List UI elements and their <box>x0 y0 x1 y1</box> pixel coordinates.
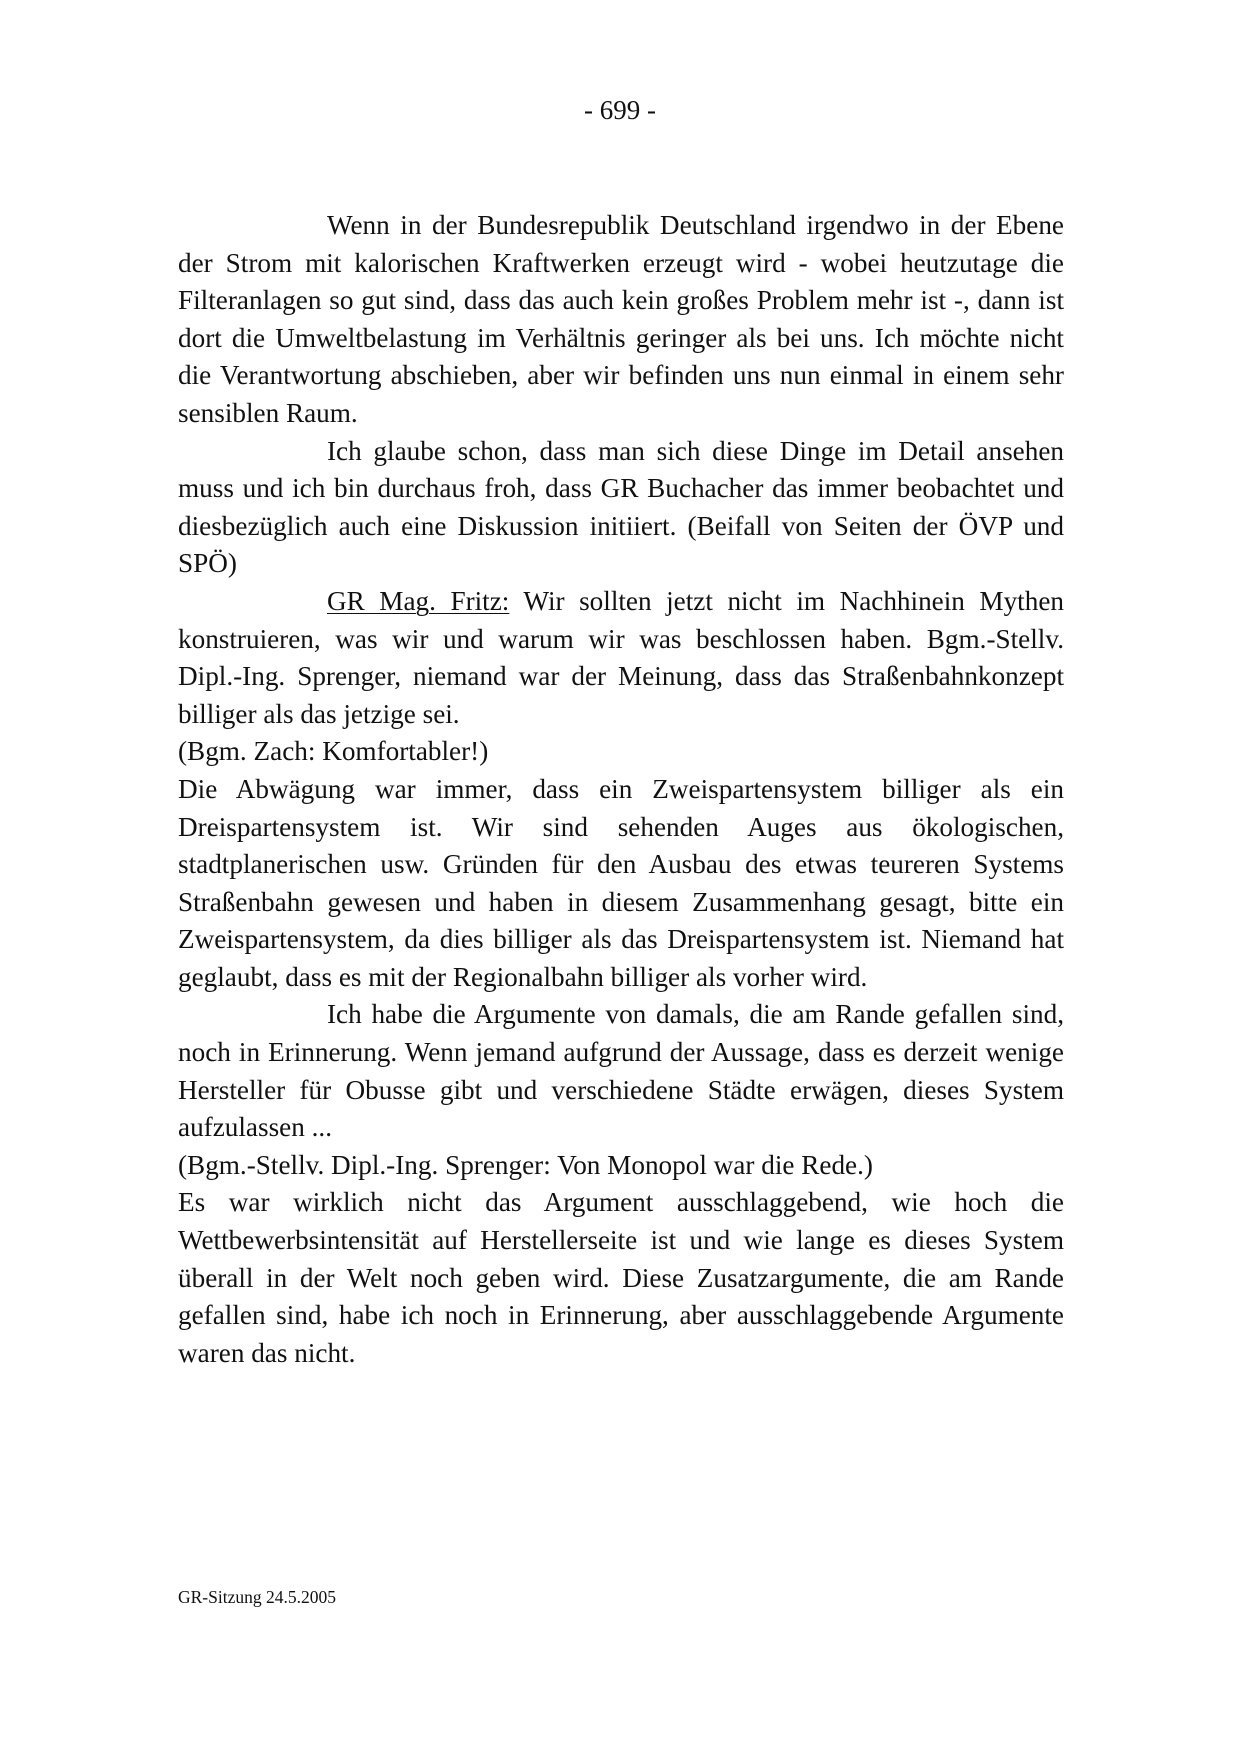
paragraph-two-sector-system: Die Abwägung war immer, dass ein Zweispartensystem billiger als ein Dreispartensystem ist. Wir sind sehenden Auges aus ökologischen, stadtplanerischen usw. Gründen für den Ausbau des etwas teureren Systems Straßenbahn gewesen und haben in diesem Zusammenhang gesagt, bitte ein Zweispartensystem, da dies billiger als das Dreispartensystem ist. Niemand hat geglaubt, dass es mit der Regionalbahn billiger als vorher wird. <box>178 773 1064 992</box>
paragraph-detail-discussion: Ich glaube schon, dass man sich diese Dinge im Detail ansehen muss und ich bin durchaus froh, dass GR Buchacher das immer beobachtet und diesbezüglich auch eine Diskussion initiiert. (Beifall von Seiten der ÖVP und SPÖ) <box>178 435 1064 579</box>
paragraph-environmental-burden: Wenn in der Bundesrepublik Deutschland irgendwo in der Ebene der Strom mit kalorischen Kraftwerken erzeugt wird - wobei heutzutage die Filteranlagen so gut sind, dass das auch kein großes Problem mehr ist -, dann ist dort die Umweltbelastung im Verhältnis geringer als bei uns. Ich möchte nicht die Verantwortung abschieben, aber wir befinden uns nun einmal in einem sehr sensiblen Raum. <box>178 210 1064 428</box>
interjection-zach: (Bgm. Zach: Komfortabler!) <box>178 736 489 767</box>
speaker-name: GR Mag. Fritz: <box>327 585 510 616</box>
paragraph-competition-argument: Es war wirklich nicht das Argument ausschlaggebend, wie hoch die Wettbewerbsintensität auf Herstellerseite ist und wie lange es dieses System überall in der Welt noch geben wird. Diese Zusatzargumente, die am Rande gefallen sind, habe ich noch in Erinnerung, aber ausschlaggebende Argumente waren das nicht. <box>178 1187 1064 1368</box>
document-body <box>178 207 1064 1372</box>
footer-session-date: GR-Sitzung 24.5.2005 <box>178 1587 336 1607</box>
paragraph-arguments-memory: Ich habe die Argumente von damals, die am Rande gefallen sind, noch in Erinnerung. Wenn jemand aufgrund der Aussage, dass es derzeit wenige Hersteller für Obusse gibt und verschiedene Städte erwägen, dieses System aufzulassen ... <box>178 999 1064 1143</box>
interjection-sprenger: (Bgm.-Stellv. Dipl.-Ing. Sprenger: Von Monopol war die Rede.) <box>178 1149 873 1180</box>
speaker-statement: Wir sollten jetzt nicht im Nachhinein Mythen konstruieren, was wir und warum wir was beschlossen haben. Bgm.-Stellv. Dipl.-Ing. Sprenger, niemand war der Meinung, dass das Straßenbahnkonzept billiger als das jetzige sei. <box>178 585 1064 729</box>
paragraph-fritz-statement <box>178 583 1064 733</box>
page-number: - 699 - <box>584 95 656 125</box>
